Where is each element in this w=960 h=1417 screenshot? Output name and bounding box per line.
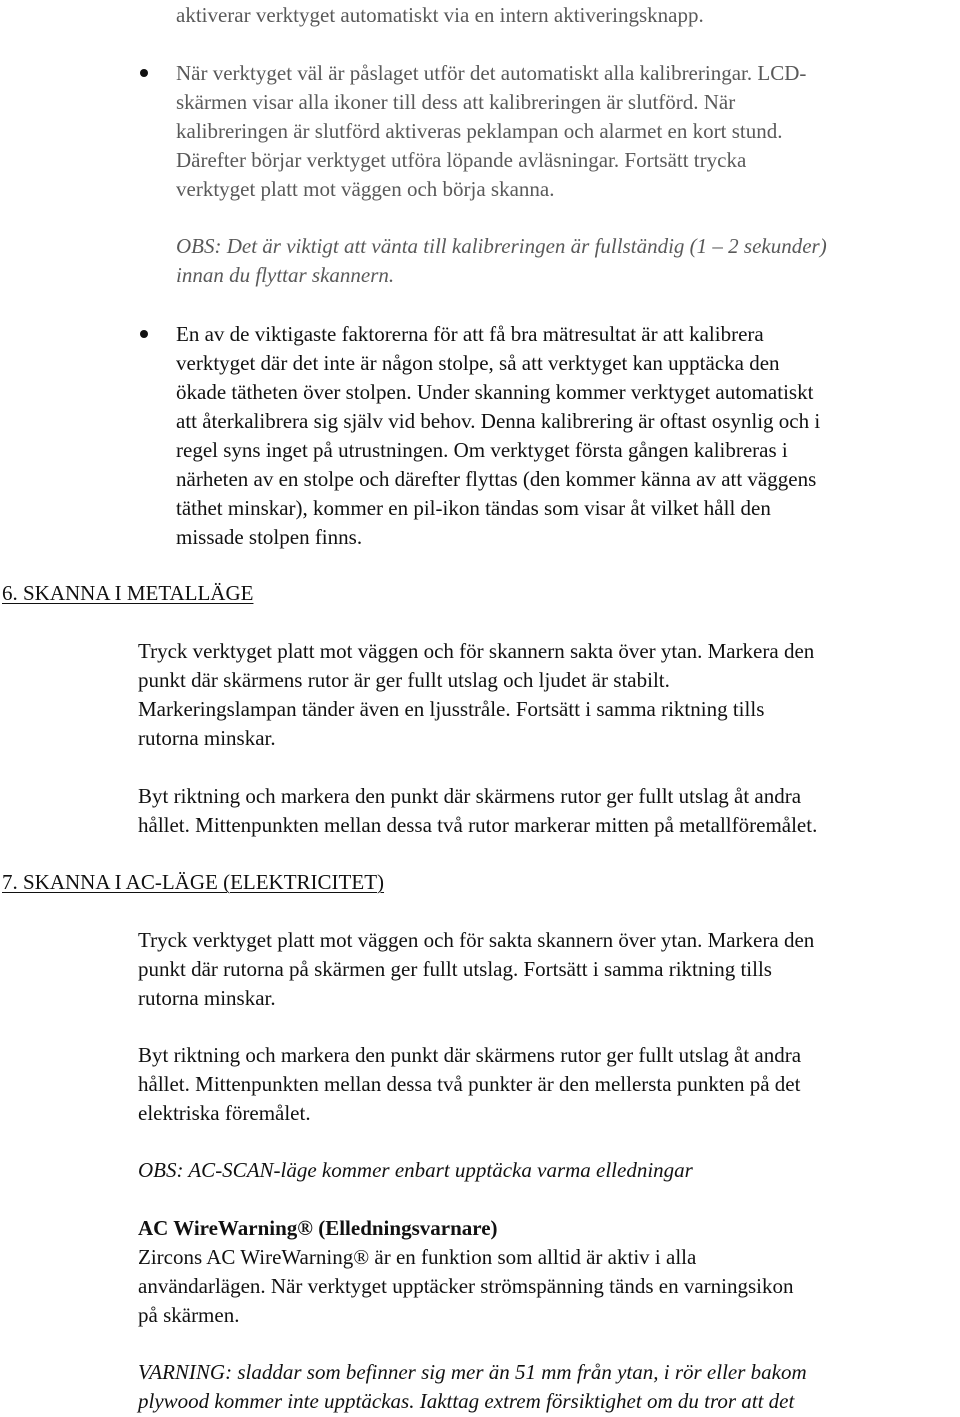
text-line: kalibreringen är slutförd aktiveras peklampan och alarmet en kort stund. <box>176 119 783 143</box>
intro-line: aktiverar verktyget automatiskt via en intern aktiveringsknapp. <box>176 3 704 27</box>
section-heading-ac: 7. SKANNA I AC-LÄGE (ELEKTRICITET) <box>2 870 385 894</box>
text-line: ökade tätheten över stolpen. Under skanning kommer verktyget automatiskt <box>176 380 814 404</box>
text-line: OBS: AC-SCAN-läge kommer enbart upptäcka varma elledningar <box>138 1158 693 1182</box>
section-heading-metal: 6. SKANNA I METALLÄGE <box>2 581 254 605</box>
text-line: VARNING: sladdar som befinner sig mer än 51 mm från ytan, i rör eller bakom <box>138 1360 807 1384</box>
text-line: punkt där skärmens rutor är ger fullt utslag och ljudet är stabilt. <box>138 668 670 692</box>
text-line: hållet. Mittenpunkten mellan dessa två punkter är den mellersta punkten på det <box>138 1072 801 1096</box>
obs-note <box>176 232 956 290</box>
bullet-dot <box>140 69 148 77</box>
text-line: rutorna minskar. <box>138 986 276 1010</box>
text-line: missade stolpen finns. <box>176 525 363 549</box>
text-line: användarlägen. När verktyget upptäcker strömspänning tänds en varningsikon <box>138 1274 794 1298</box>
text-line: skärmen visar alla ikoner till dess att kalibreringen är slutförd. När <box>176 90 736 114</box>
text-line: rutorna minskar. <box>138 726 276 750</box>
ac-scan-paragraph <box>138 926 958 1013</box>
text-line: Därefter börjar verktyget utföra löpande avläsningar. Fortsätt trycka <box>176 148 747 172</box>
text-line: att återkalibrera sig själv vid behov. Denna kalibrering är oftast osynlig och i <box>176 409 821 433</box>
wirewarning-title: AC WireWarning® (Elledningsvarnare) <box>138 1216 498 1240</box>
text-line: plywood kommer inte upptäckas. Iakttag extrem försiktighet om du tror att det <box>138 1389 795 1413</box>
text-line: Tryck verktyget platt mot väggen och för sakta skannern över ytan. Markera den <box>138 928 815 952</box>
text-line: elektriska föremålet. <box>138 1101 311 1125</box>
text-line: Byt riktning och markera den punkt där skärmens rutor ger fullt utslag åt andra <box>138 1043 802 1067</box>
bullet-dot <box>140 330 148 338</box>
ac-direction-paragraph <box>138 1041 958 1128</box>
text-line: punkt där rutorna på skärmen ger fullt utslag. Fortsätt i samma riktning tills <box>138 957 772 981</box>
bullet-calibration-text <box>176 59 956 204</box>
metal-direction-paragraph <box>138 782 958 840</box>
text-line: verktyget platt mot väggen och börja skanna. <box>176 177 555 201</box>
text-line: regel syns inget på utrustningen. Om verktyget första gången kalibreras i <box>176 438 788 462</box>
text-line: OBS: Det är viktigt att vänta till kalibreringen är fullständig (1 – 2 sekunder) <box>176 234 827 258</box>
text-line: Zircons AC WireWarning® är en funktion som alltid är aktiv i alla <box>138 1245 697 1269</box>
intro-text <box>176 1 956 30</box>
text-line: Markeringslampan tänder även en ljusstråle. Fortsätt i samma riktning tills <box>138 697 765 721</box>
ac-obs-note <box>138 1156 958 1185</box>
text-line: täthet minskar), kommer en pil-ikon tändas som visar åt vilket håll den <box>176 496 771 520</box>
bullet-recalibration-text <box>176 320 956 552</box>
text-line: på skärmen. <box>138 1303 240 1327</box>
text-line: Tryck verktyget platt mot väggen och för skannern sakta över ytan. Markera den <box>138 639 815 663</box>
text-line: En av de viktigaste faktorerna för att få bra mätresultat är att kalibrera <box>176 322 764 346</box>
text-line: innan du flyttar skannern. <box>176 263 395 287</box>
warning-note <box>138 1358 958 1416</box>
text-line: När verktyget väl är påslaget utför det automatiskt alla kalibreringar. LCD- <box>176 61 807 85</box>
metal-scan-paragraph <box>138 637 958 753</box>
text-line: Byt riktning och markera den punkt där skärmens rutor ger fullt utslag åt andra <box>138 784 802 808</box>
wirewarning-paragraph <box>138 1214 958 1330</box>
text-line: närheten av en stolpe och därefter flyttas (den kommer känna av att väggens <box>176 467 817 491</box>
text-line: hållet. Mittenpunkten mellan dessa två rutor markerar mitten på metallföremålet. <box>138 813 818 837</box>
text-line: verktyget där det inte är någon stolpe, så att verktyget kan upptäcka den <box>176 351 780 375</box>
